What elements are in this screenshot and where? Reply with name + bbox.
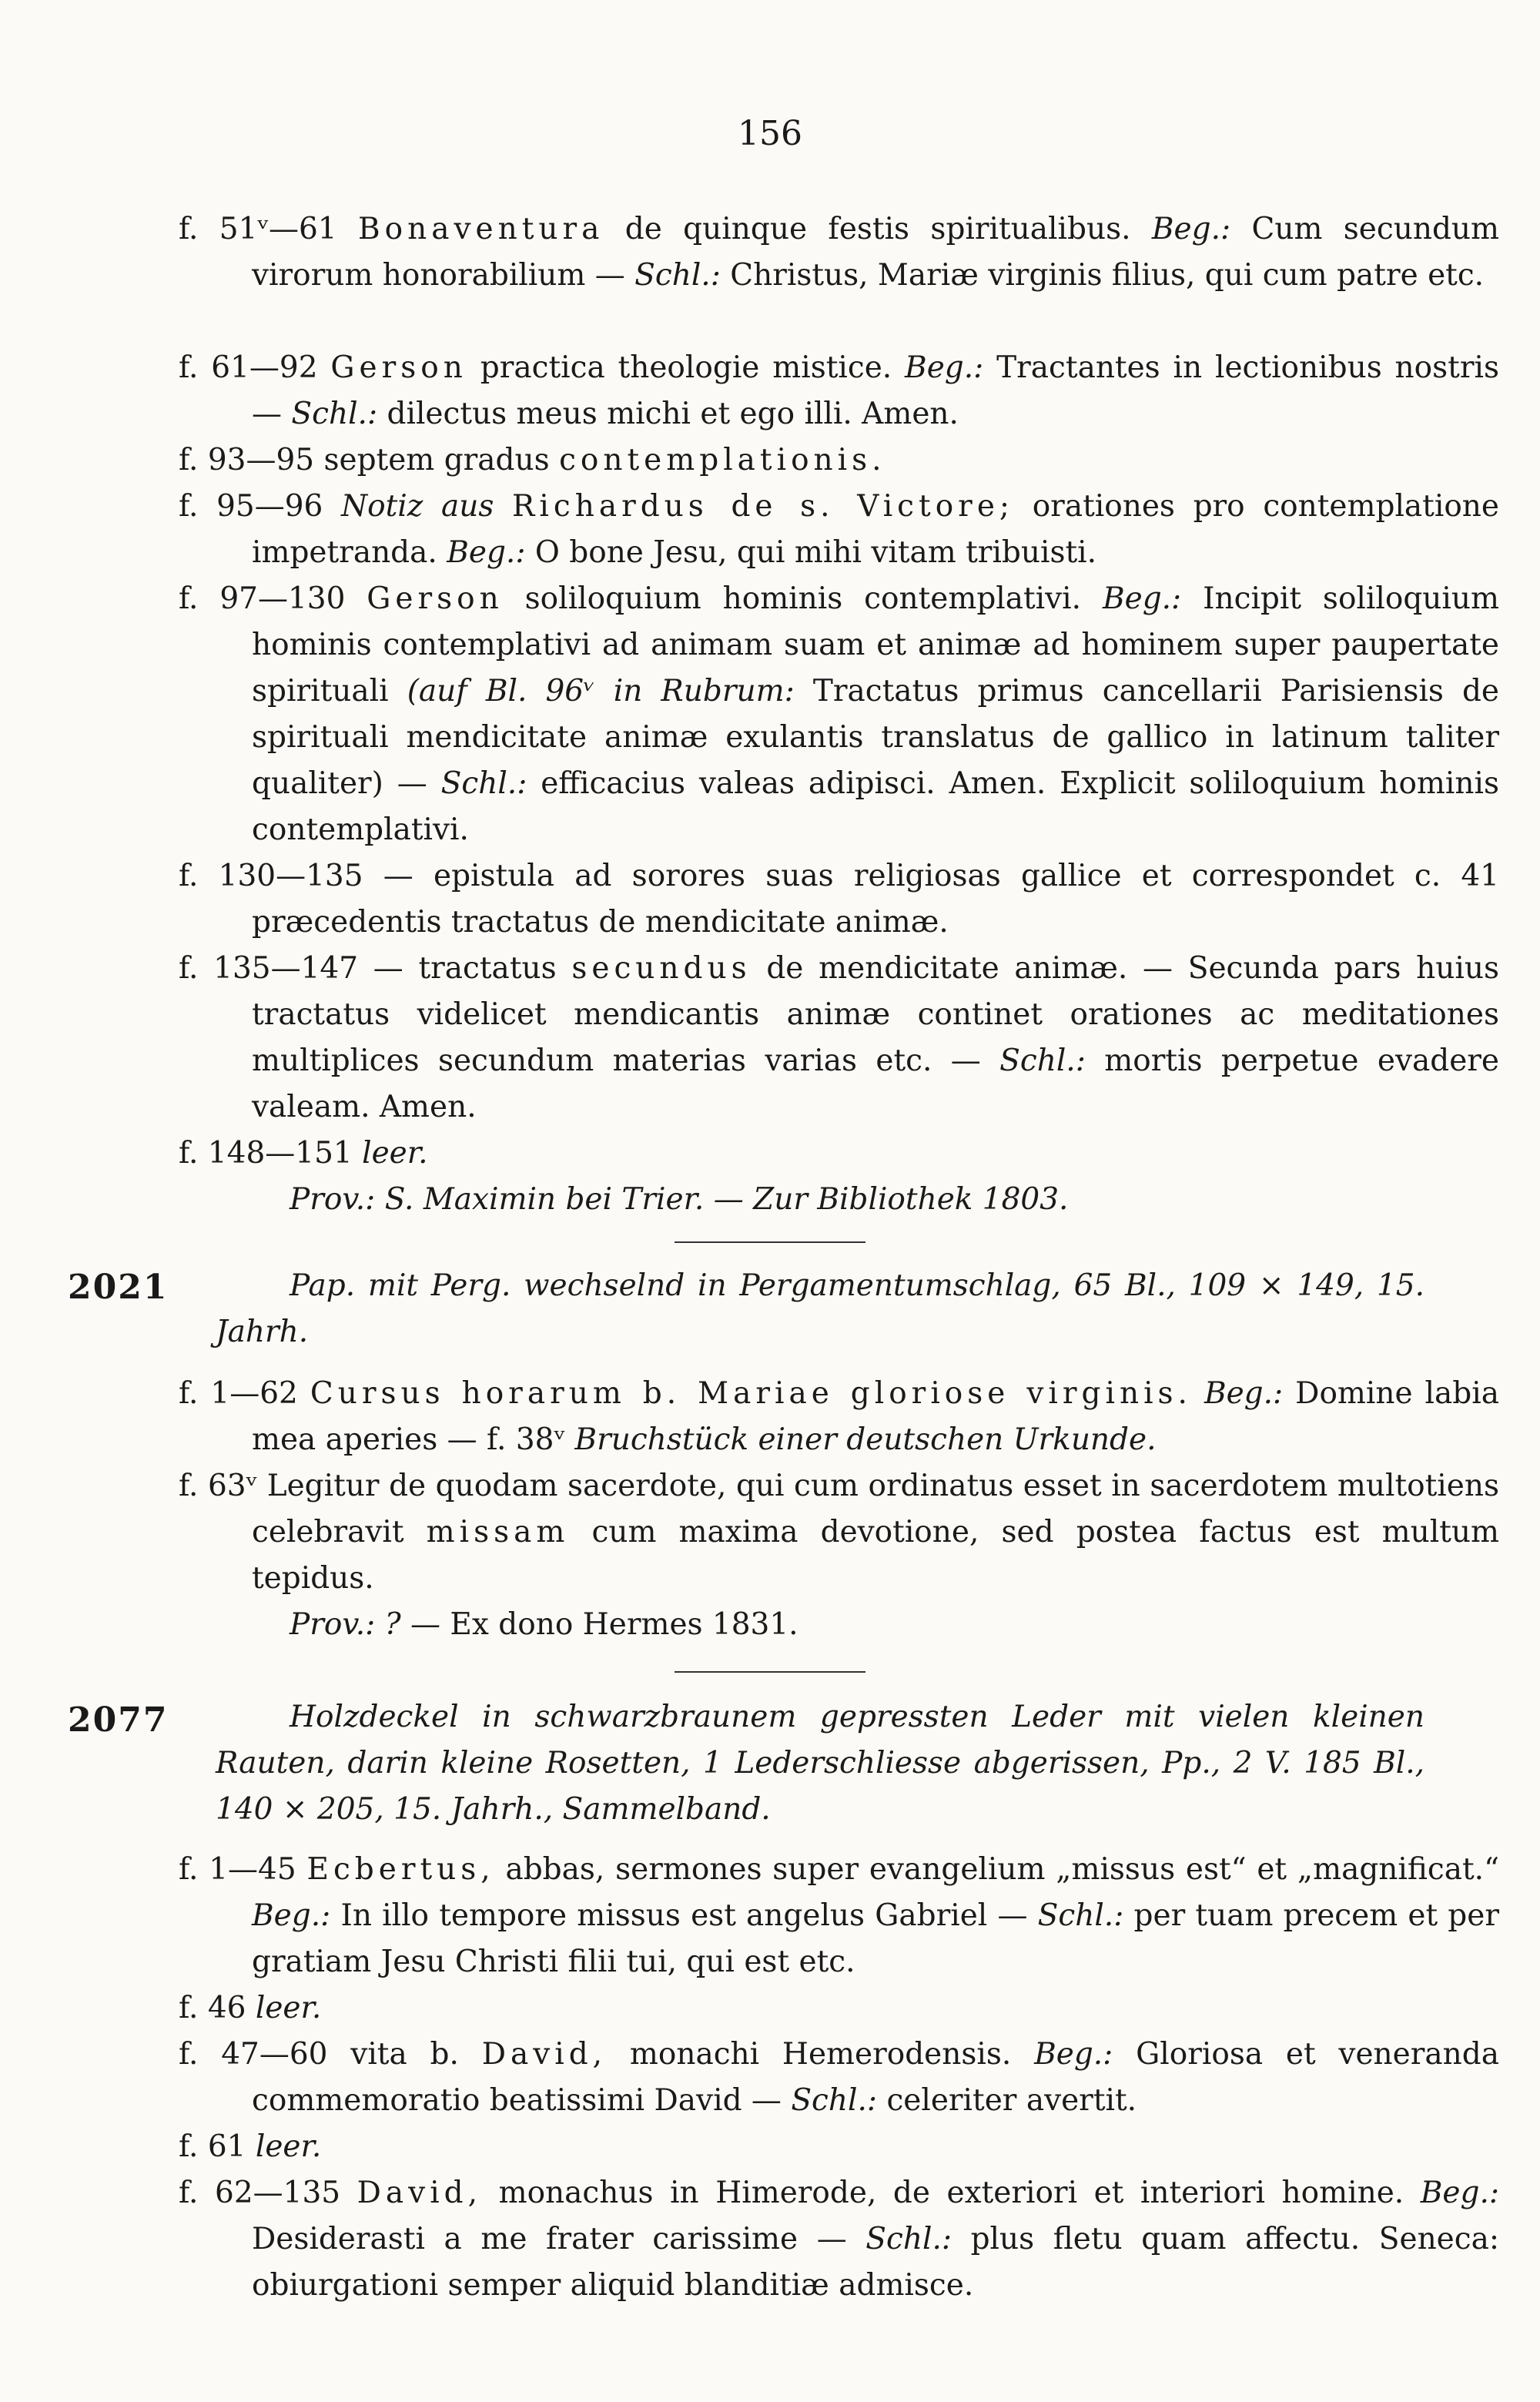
folio-ref: f. 93—95 xyxy=(179,443,315,477)
note: Bruchstück einer deutschen Urkunde. xyxy=(574,1422,1157,1457)
schl-label: Schl.: xyxy=(999,1044,1086,1078)
entry-f61-92 xyxy=(179,345,1499,437)
title-text: abbas, sermones super evangelium „missus est“ et „magnificat.“ xyxy=(505,1852,1500,1887)
author: Ecbertus, xyxy=(306,1852,495,1887)
beg-label: Beg.: xyxy=(905,350,984,385)
entry-f1-45 xyxy=(179,1847,1499,1985)
explicit: celeriter avertit. xyxy=(886,2083,1137,2118)
title-text: Legitur de quodam sacerdote, qui cum ordinatus esset in sacerdotem multotiens celebravit xyxy=(252,1469,1499,1549)
title-text: leer. xyxy=(255,2129,322,2164)
entry-f130-135 xyxy=(179,853,1499,946)
incipit: Tractantes in lectionibus nostris — xyxy=(252,350,1499,431)
title-text: monachus in Himerode, de exteriori et interiori homine. xyxy=(498,2176,1404,2210)
schl-label: Schl.: xyxy=(291,397,378,431)
entry-f148-151 xyxy=(179,1131,1499,1177)
folio-ref: f. 63ᵛ xyxy=(179,1469,258,1503)
beg-label: Beg.: xyxy=(1102,581,1182,616)
manuscript-number: 2021 xyxy=(68,1268,169,1307)
description: cum maxima devotione, sed postea factus est multum tepidus. xyxy=(252,1515,1499,1596)
title-text-2: monachi Hemerodensis. xyxy=(629,2037,1012,2072)
folio-ref: f. 51ᵛ—61 xyxy=(179,212,337,246)
folio-ref: f. 95—96 xyxy=(179,489,323,524)
folio-ref: f. 97—130 xyxy=(179,581,346,616)
author: Gerson xyxy=(330,350,467,385)
schl-label: Schl.: xyxy=(440,766,527,801)
beg-label: Beg.: xyxy=(1151,212,1231,246)
entry-f97-130 xyxy=(179,576,1499,853)
explicit: efficacius valeas adipisci. Amen. Explicit soliloquium hominis contemplativi. xyxy=(252,766,1499,847)
entry-f95-96 xyxy=(179,484,1499,576)
entry-f62-135 xyxy=(179,2170,1499,2309)
incipit: In illo tempore missus est angelus Gabriel — xyxy=(340,1898,1028,1933)
prov-label: Prov.: ? — xyxy=(290,1607,441,1642)
incipit: Cum secundum virorum honorabilium — xyxy=(252,212,1500,293)
folio-ref: f. 46 xyxy=(179,1991,246,2025)
title-text: soliloquium hominis contemplativi. xyxy=(524,581,1082,616)
title-text: practica theologie mistice. xyxy=(480,350,892,385)
explicit: plus fletu quam affectu. Seneca: obiurgationi semper aliquid blanditiæ admisce. xyxy=(252,2222,1499,2303)
folio-ref: f. 1—45 xyxy=(179,1852,296,1887)
explicit: per tuam precem et per gratiam Jesu Christi filii tui, qui est etc. xyxy=(252,1898,1499,1979)
title-text: de quinque festis spiritualibus. xyxy=(624,212,1131,246)
title-text: leer. xyxy=(255,1991,322,2025)
beg-label: Beg.: xyxy=(1034,2037,1113,2072)
folio-ref: f. 61—92 xyxy=(179,350,318,385)
entry-f51-61 xyxy=(179,206,1499,299)
folio-ref: f. 130—135 xyxy=(179,859,363,893)
manuscript-description: Holzdeckel in schwarzbraunem gepressten Leder mit vielen kleinen Rauten, darin kleine Rosetten, 1 Lederschliesse abgerissen, Pp., 2 V. 185 Bl., 140 × 205, 15. Jahrh., Sammelband. xyxy=(216,1700,1424,1827)
rubrum-text: Tractatus primus cancellarii Parisiensis de spirituali mendicitate animæ exulantis translatus de gallico in latinum taliter qualiter) — xyxy=(252,674,1499,801)
folio-ref: f. 148—151 xyxy=(179,1136,353,1171)
entry-f135-147 xyxy=(179,946,1499,1131)
schl-label: Schl.: xyxy=(865,2222,952,2256)
explicit: mortis perpetue evadere valeam. Amen. xyxy=(252,1044,1500,1124)
title-text: — tractatus xyxy=(373,951,557,986)
spaced-text: Cursus horarum b. Mariae gloriose virginis. xyxy=(310,1376,1192,1411)
description: de mendicitate animæ. — Secunda pars huius tractatus videlicet mendicantis animæ continet orationes ac meditationes multiplices secundum materias varias etc. — xyxy=(252,951,1499,1078)
manuscript-number: 2077 xyxy=(68,1700,169,1740)
author: Bonaventura xyxy=(357,212,604,246)
author: Richardus de s. Victore; xyxy=(512,489,1015,524)
incipit: Gloriosa et veneranda commemoratio beatissimi David — xyxy=(252,2037,1499,2118)
entry-f46 xyxy=(179,1985,1499,2032)
entry-f1-62 xyxy=(179,1371,1499,1463)
incipit: Desiderasti a me frater carissime — xyxy=(252,2222,847,2256)
explicit: Christus, Mariæ virginis filius, qui cum patre etc. xyxy=(730,258,1485,293)
spaced-text: secundus xyxy=(571,951,752,986)
incipit: O bone Jesu, qui mihi vitam tribuisti. xyxy=(534,535,1097,570)
entry-f47-60 xyxy=(179,2032,1499,2124)
divider xyxy=(675,1671,865,1673)
manuscript-description: Pap. mit Perg. wechselnd in Pergamentumschlag, 65 Bl., 109 × 149, 15. Jahrh. xyxy=(216,1268,1424,1349)
schl-label: Schl.: xyxy=(1037,1898,1124,1933)
beg-label: Beg.: xyxy=(252,1898,331,1933)
schl-label: Schl.: xyxy=(791,2083,878,2118)
title-text: orationes pro contemplatione impetranda. xyxy=(252,489,1499,570)
folio-ref: f. 1—62 xyxy=(179,1376,298,1411)
entry-f61 xyxy=(179,2124,1499,2170)
title-text: septem gradus xyxy=(323,443,550,477)
author: Gerson xyxy=(367,581,504,616)
author: David, xyxy=(357,2176,483,2210)
entry-f63v xyxy=(179,1463,1499,1602)
folio-ref: f. 62—135 xyxy=(179,2176,341,2210)
title-text: — epistula ad sorores suas religiosas gallice et correspondet c. 41 præcedentis tractatus de mendicitate animæ. xyxy=(252,859,1499,940)
beg-label: Beg.: xyxy=(447,535,526,570)
prov-text: Ex dono Hermes 1831. xyxy=(450,1607,798,1642)
author: David, xyxy=(481,2037,608,2072)
folio-ref: f. 47—60 xyxy=(179,2037,328,2072)
provenance: Prov.: S. Maximin bei Trier. — Zur Bibliothek 1803. xyxy=(290,1182,1069,1217)
rubrum-note: (auf Bl. 96ᵛ in Rubrum: xyxy=(407,674,795,709)
page-number: 156 xyxy=(738,114,802,153)
beg-label: Beg.: xyxy=(1420,2176,1499,2210)
title-text: vita b. xyxy=(350,2037,459,2072)
beg-label: Beg.: xyxy=(1204,1376,1284,1411)
incipit: Incipit soliloquium hominis contemplativi ad animam suam et animæ ad hominem super paupertate spirituali xyxy=(252,581,1499,709)
incipit: Domine labia mea aperies — f. 38ᵛ xyxy=(252,1376,1499,1457)
spaced-text: missam xyxy=(426,1515,570,1549)
explicit: dilectus meus michi et ego illi. Amen. xyxy=(387,397,959,431)
folio-ref: f. 135—147 xyxy=(179,951,359,986)
title-text: leer. xyxy=(362,1136,428,1171)
spaced-text: contemplationis. xyxy=(559,443,886,477)
schl-label: Schl.: xyxy=(634,258,721,293)
divider xyxy=(675,1241,865,1243)
entry-f93-95 xyxy=(179,437,1499,484)
notiz-label: Notiz aus xyxy=(341,489,494,524)
folio-ref: f. 61 xyxy=(179,2129,246,2164)
provenance xyxy=(290,1602,798,1648)
